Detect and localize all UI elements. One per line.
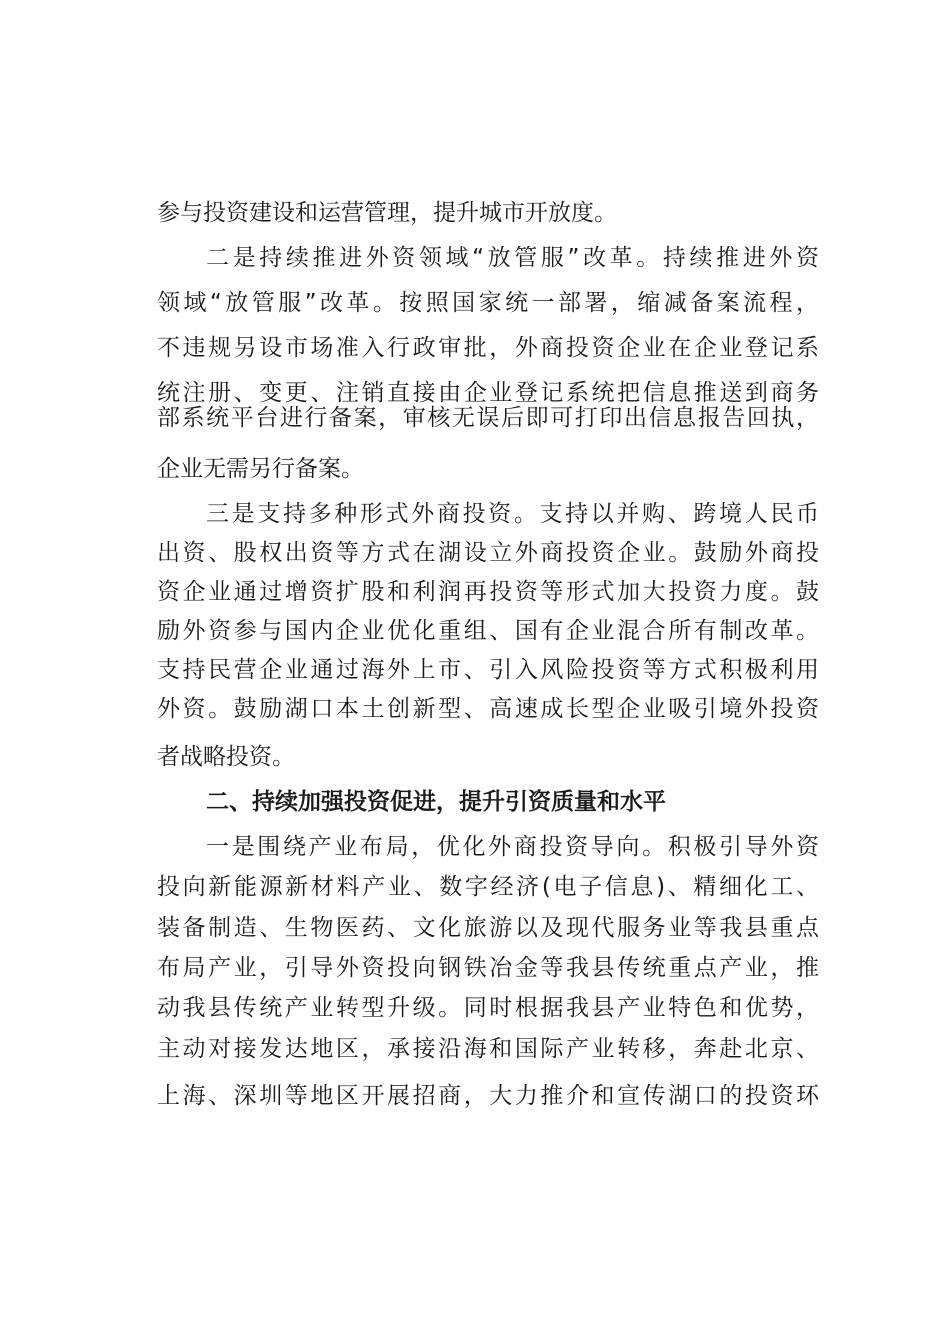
paragraph-line: 资企业通过增资扩股和利润再投资等形式加大投资力度。鼓 [157,579,819,605]
paragraph-line: 企业无需另行备案。 [157,456,364,482]
paragraph-line: 不违规另设市场准入行政审批，外商投资企业在企业登记系 [157,335,819,361]
section-heading: 二、持续加强投资促进，提升引资质量和水平 [206,789,666,815]
paragraph-line: 主动对接发达地区，承接沿海和国际产业转移，奔赴北京、 [157,1036,819,1062]
paragraph-line: 支持民营企业通过海外上市、引入风险投资等方式积极利用 [157,657,819,683]
paragraph-line: 布局产业，引导外资投向钢铁冶金等我县传统重点产业，推 [157,955,819,981]
paragraph-line: 二是持续推进外资领域“放管服”改革。持续推进外资 [206,245,819,271]
paragraph-line: 励外资参与国内企业优化重组、国有企业混合所有制改革。 [157,618,819,644]
paragraph-line: 外资。鼓励湖口本土创新型、高速成长型企业吸引境外投资 [157,696,819,722]
paragraph-line: 部系统平台进行备案，审核无误后即可打印出信息报告回执， [157,405,819,431]
paragraph-line: 上海、深圳等地区开展招商，大力推介和宣传湖口的投资环 [157,1083,819,1109]
paragraph-line: 领域“放管服”改革。按照国家统一部署，缩减备案流程， [157,290,819,316]
paragraph-line: 装备制造、生物医药、文化旅游以及现代服务业等我县重点 [157,915,819,941]
paragraph-line: 动我县传统产业转型升级。同时根据我县产业特色和优势， [157,995,819,1021]
paragraph-line: 三是支持多种形式外商投资。支持以并购、跨境人民币 [206,501,819,527]
paragraph-line: 参与投资建设和运营管理，提升城市开放度。 [157,200,617,226]
paragraph-line: 者战略投资。 [157,744,295,770]
paragraph-line: 投向新能源新材料产业、数字经济(电子信息)、精细化工、 [157,874,819,900]
paragraph-line: 统注册、变更、注销直接由企业登记系统把信息推送到商务 [157,380,819,406]
paragraph-line: 出资、股权出资等方式在湖设立外商投资企业。鼓励外商投 [157,540,819,566]
paragraph-line: 一是围绕产业布局，优化外商投资导向。积极引导外资 [206,834,819,860]
